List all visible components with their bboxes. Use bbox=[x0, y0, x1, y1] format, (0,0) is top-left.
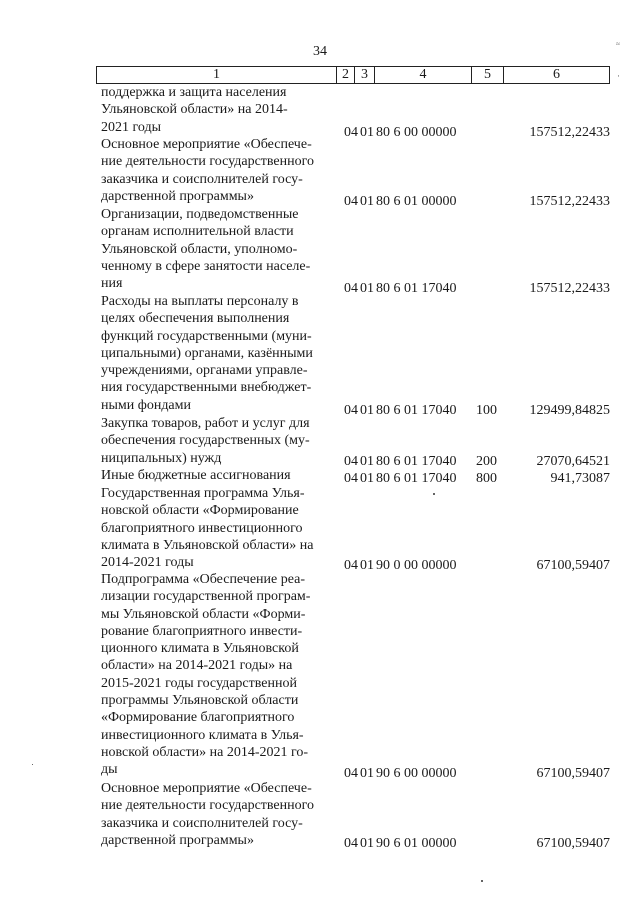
row-target-article: 80 6 01 17040 bbox=[376, 471, 457, 486]
header-col-5: 5 bbox=[471, 67, 503, 83]
row-section: 04 bbox=[344, 558, 358, 573]
header-col-6: 6 bbox=[503, 67, 609, 83]
row-section: 04 bbox=[344, 194, 358, 209]
row-amount: 129499,84825 bbox=[529, 403, 610, 418]
row-target-article: 90 0 00 00000 bbox=[376, 558, 457, 573]
row-subsection: 01 bbox=[360, 194, 374, 209]
row-target-article: 80 6 01 00000 bbox=[376, 194, 457, 209]
row-target-article: 90 6 01 00000 bbox=[376, 836, 457, 851]
scan-speck bbox=[481, 880, 483, 882]
row-target-article: 80 6 01 17040 bbox=[376, 281, 457, 296]
row-subsection: 01 bbox=[360, 281, 374, 296]
row-target-article: 80 6 01 17040 bbox=[376, 454, 457, 469]
row-subsection: 01 bbox=[360, 558, 374, 573]
row-description: Расходы на выплаты персоналу в целях обеспечения выполнения функций государственными (муни- ципальными) органами, казёнными учреждениями, органами управле- ния государственными внебюджет- ными фондами bbox=[101, 294, 313, 413]
row-description: Организации, подведомственные органам исполнительной власти Ульяновской области, уполномо- ченному в сфере занятости населе- ния bbox=[101, 207, 311, 292]
row-subsection: 01 bbox=[360, 836, 374, 851]
row-expense-type: 200 bbox=[476, 454, 497, 469]
row-amount: 157512,22433 bbox=[529, 281, 610, 296]
row-amount: 941,73087 bbox=[550, 471, 610, 486]
row-amount: 67100,59407 bbox=[536, 836, 610, 851]
row-amount: 67100,59407 bbox=[536, 558, 610, 573]
row-target-article: 80 6 01 17040 bbox=[376, 403, 457, 418]
row-description: Государственная программа Улья- новской области «Формирование благоприятного инвестиционного климата в Ульяновской области» на 2014-2021 годы bbox=[101, 486, 314, 571]
row-amount: 67100,59407 bbox=[536, 766, 610, 781]
row-description: Основное мероприятие «Обеспече- ние деятельности государственного заказчика и соисполнителей госу- дарственной программы» bbox=[101, 137, 315, 204]
row-amount: 157512,22433 bbox=[529, 125, 610, 140]
header-col-1: 1 bbox=[213, 67, 220, 82]
row-subsection: 01 bbox=[360, 471, 374, 486]
row-subsection: 01 bbox=[360, 403, 374, 418]
row-target-article: 90 6 00 00000 bbox=[376, 766, 457, 781]
row-expense-type: 800 bbox=[476, 471, 497, 486]
row-section: 04 bbox=[344, 766, 358, 781]
header-col-4: 4 bbox=[374, 67, 471, 83]
row-expense-type: 100 bbox=[476, 403, 497, 418]
row-description: поддержка и защита населения Ульяновской области» на 2014- 2021 годы bbox=[101, 85, 288, 135]
scan-speck bbox=[433, 493, 435, 495]
row-section: 04 bbox=[344, 836, 358, 851]
row-section: 04 bbox=[344, 281, 358, 296]
row-description: Основное мероприятие «Обеспече- ние деятельности государственного заказчика и соисполнителей госу- дарственной программы» bbox=[101, 781, 315, 848]
row-amount: 27070,64521 bbox=[536, 454, 610, 469]
row-section: 04 bbox=[344, 454, 358, 469]
scan-mark: · bbox=[617, 71, 620, 81]
row-target-article: 80 6 00 00000 bbox=[376, 125, 457, 140]
row-subsection: 01 bbox=[360, 454, 374, 469]
header-col-3: 3 bbox=[354, 67, 374, 83]
row-description: Подпрограмма «Обеспечение реа- лизации государственной програм- мы Ульяновской области «Форми- рование благоприятного инвести- ционного климата в Ульяновской области» на 2014-2021 годы» на 2015-2021 годы государственной программы Ульяновской области «Формирование благоприятного инвестиционного климата в Улья- новской области» на 2014-2021 го- ды bbox=[101, 572, 311, 778]
scan-speck bbox=[32, 764, 33, 765]
row-subsection: 01 bbox=[360, 766, 374, 781]
row-description: Закупка товаров, работ и услуг для обеспечения государственных (му- ниципальных) нужд bbox=[101, 416, 310, 466]
row-amount: 157512,22433 bbox=[529, 194, 610, 209]
scan-mark: ≈ bbox=[616, 40, 620, 48]
row-section: 04 bbox=[344, 471, 358, 486]
table-header bbox=[96, 66, 610, 84]
header-col-2: 2 bbox=[336, 67, 354, 83]
row-subsection: 01 bbox=[360, 125, 374, 140]
row-description: Иные бюджетные ассигнования bbox=[101, 468, 291, 483]
page-number: 34 bbox=[313, 44, 327, 59]
row-section: 04 bbox=[344, 403, 358, 418]
row-section: 04 bbox=[344, 125, 358, 140]
